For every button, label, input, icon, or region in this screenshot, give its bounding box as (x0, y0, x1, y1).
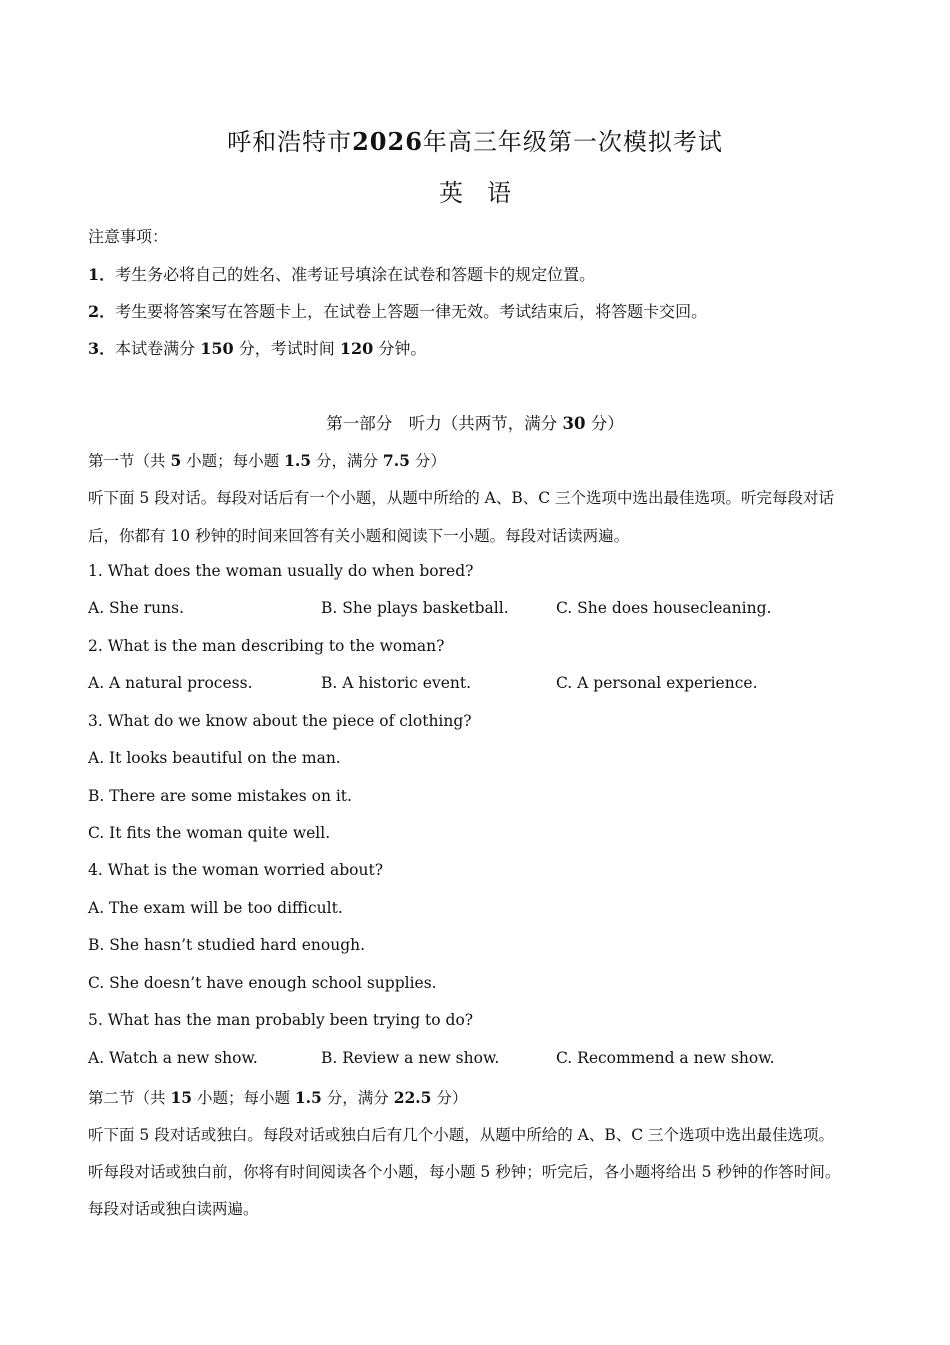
notice-item-3 (88, 336, 426, 359)
question-5-option-c: C. Recommend a new show. (556, 1049, 775, 1067)
question-3-option-b: B. There are some mistakes on it. (88, 787, 352, 805)
s2-h-text: 分） (431, 1089, 468, 1107)
s2-h-text: 分，满分 (321, 1089, 394, 1107)
notice-item-1 (88, 262, 595, 285)
question-3-stem: 3. What do we know about the piece of clothing? (88, 712, 472, 730)
notice-num: 2． (88, 302, 116, 321)
section2-instructions-line1: 听下面 5 段对话或独白。每段对话或独白后有几个小题，从题中所给的 A、B、C 三个选项中选出最佳选项。 (88, 1126, 835, 1144)
s2-h-count: 15 (170, 1088, 193, 1107)
section1-instructions-line2: 后，你都有 10 秒钟的时间来回答有关小题和阅读下一小题。每段对话读两遍。 (88, 527, 630, 545)
question-2-option-c: C. A personal experience. (556, 674, 758, 692)
question-2-option-b: B. A historic event. (321, 674, 472, 692)
s1-h-text: 小题；每小题 (181, 452, 285, 470)
notice-text: 考生要将答案写在答题卡上，在试卷上答题一律无效。考试结束后，将答题卡交回。 (115, 302, 708, 321)
question-3-option-a: A. It looks beautiful on the man. (88, 749, 341, 767)
notice-text: 分，考试时间 (233, 339, 340, 358)
s2-h-total: 22.5 (393, 1088, 432, 1107)
exam-title (0, 122, 950, 157)
part1-heading-text-end: 分） (585, 414, 624, 433)
s1-h-each: 1.5 (284, 451, 312, 470)
s2-h-text: 小题；每小题 (192, 1089, 295, 1107)
question-5-stem: 5. What has the man probably been trying to do? (88, 1011, 474, 1029)
part1-heading-score: 30 (562, 414, 586, 433)
section2-instructions-line3: 每段对话或独白读两遍。 (88, 1200, 259, 1218)
section2-instructions-line2: 听每段对话或独白前，你将有时间阅读各个小题，每小题 5 秒钟；听完后，各小题将给出 5 秒钟的作答时间。 (88, 1163, 841, 1181)
title-suffix: 年高三年级第一次模拟考试 (422, 128, 723, 156)
s1-h-count: 5 (170, 451, 182, 470)
s2-h-text: 第二节（共 (88, 1089, 171, 1107)
notice-num: 1． (88, 265, 116, 284)
question-1-stem: 1. What does the woman usually do when bored? (88, 562, 474, 580)
s1-h-text: 第一节（共 (88, 452, 171, 470)
title-prefix: 呼和浩特市 (227, 128, 353, 156)
question-5-option-b: B. Review a new show. (321, 1049, 500, 1067)
s1-h-text: 分，满分 (311, 452, 383, 470)
notice-num: 3． (88, 339, 116, 358)
question-4-option-a: A. The exam will be too difficult. (88, 899, 343, 917)
notice-text: 本试卷满分 (115, 339, 201, 358)
title-year: 2026 (352, 127, 423, 156)
question-4-option-b: B. She hasn’t studied hard enough. (88, 936, 366, 954)
question-1-option-a: A. She runs. (88, 599, 185, 617)
s1-h-total: 7.5 (382, 451, 410, 470)
question-5-option-a: A. Watch a new show. (88, 1049, 258, 1067)
section1-heading (88, 449, 446, 471)
question-4-stem: 4. What is the woman worried about? (88, 861, 384, 879)
question-4-option-c: C. She doesn’t have enough school supplies. (88, 974, 437, 992)
question-1-option-b: B. She plays basketball. (321, 599, 509, 617)
part1-heading (0, 410, 950, 434)
s1-h-text: 分） (409, 452, 446, 470)
notice-text: 考生务必将自己的姓名、准考证号填涂在试卷和答题卡的规定位置。 (115, 265, 596, 284)
notice-item-2 (88, 299, 707, 322)
question-2-stem: 2. What is the man describing to the woman? (88, 637, 445, 655)
subject-title: 英 语 (439, 179, 511, 207)
question-2-option-a: A. A natural process. (88, 674, 253, 692)
notice-heading: 注意事项： (88, 227, 169, 246)
notice-text: 分钟。 (373, 339, 427, 358)
section2-heading (88, 1086, 467, 1108)
notice-score: 150 (200, 339, 234, 358)
part1-heading-text: 第一部分 听力（共两节，满分 (326, 414, 563, 433)
question-3-option-c: C. It fits the woman quite well. (88, 824, 331, 842)
question-1-option-c: C. She does housecleaning. (556, 599, 772, 617)
s2-h-each: 1.5 (294, 1088, 322, 1107)
notice-time: 120 (339, 339, 374, 358)
section1-instructions-line1: 听下面 5 段对话。每段对话后有一个小题，从题中所给的 A、B、C 三个选项中选出最佳选项。听完每段对话 (88, 489, 835, 507)
